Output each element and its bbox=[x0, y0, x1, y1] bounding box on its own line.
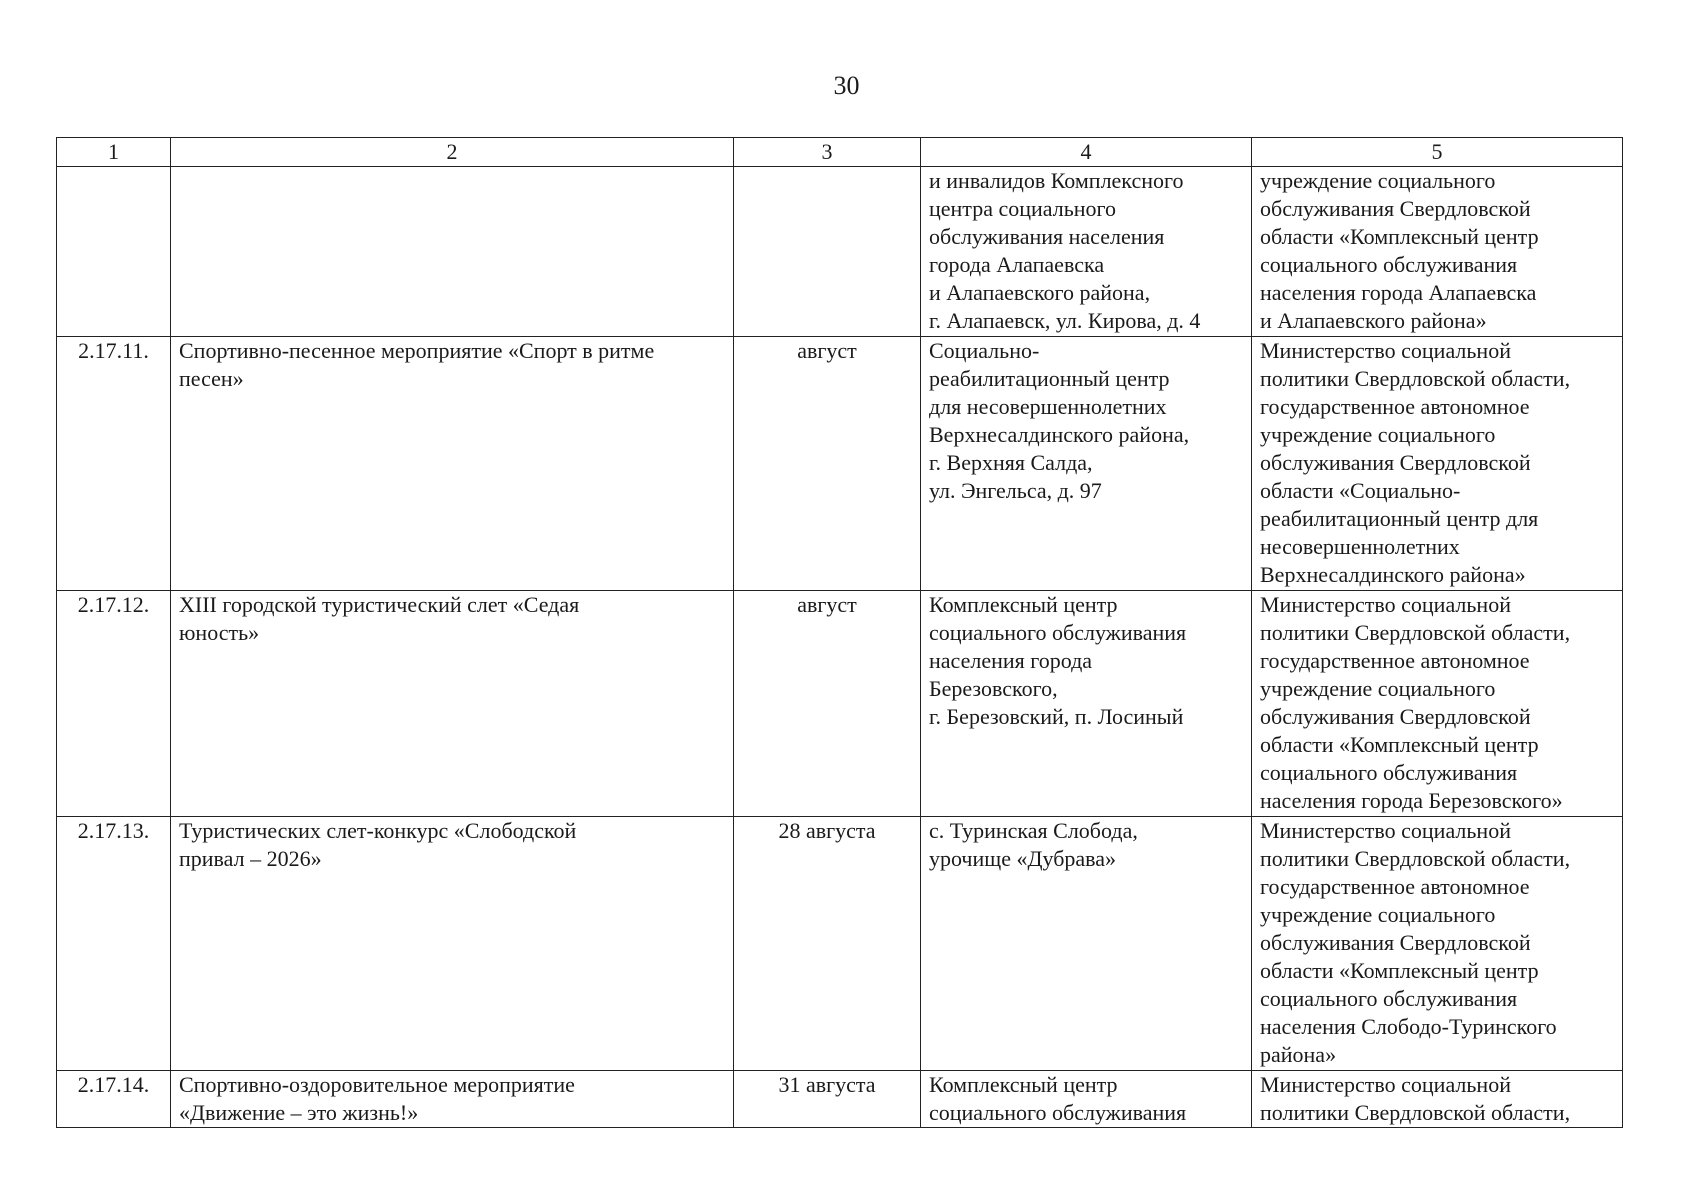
event-place: и инвалидов Комплексного центра социального обслуживания населения города Алапаевска и Алапаевского района, г. Алапаевск, ул. Кирова, д. 4 bbox=[921, 167, 1252, 337]
event-organizer: Министерство социальной политики Свердловской области, государственное автономное учреждение социального обслуживания Свердловской области «Социально- реабилитационный центр для несовершеннолетних Верхнесалдинского района» bbox=[1252, 337, 1623, 591]
event-organizer: Министерство социальной политики Свердловской области, bbox=[1252, 1071, 1623, 1128]
header-col-1: 1 bbox=[57, 138, 171, 167]
row-number: 2.17.12. bbox=[57, 591, 171, 817]
event-place: Социально- реабилитационный центр для несовершеннолетних Верхнесалдинского района, г. Верхняя Салда, ул. Энгельса, д. 97 bbox=[921, 337, 1252, 591]
table-header-row bbox=[57, 138, 1623, 167]
event-date: 31 августа bbox=[734, 1071, 921, 1128]
table-row bbox=[57, 817, 1623, 1071]
row-number: 2.17.14. bbox=[57, 1071, 171, 1128]
event-place: с. Туринская Слобода, урочище «Дубрава» bbox=[921, 817, 1252, 1071]
event-name bbox=[171, 167, 734, 337]
event-organizer: Министерство социальной политики Свердловской области, государственное автономное учреждение социального обслуживания Свердловской области «Комплексный центр социального обслуживания населения Слободо-Туринского района» bbox=[1252, 817, 1623, 1071]
header-col-5: 5 bbox=[1252, 138, 1623, 167]
event-date: 28 августа bbox=[734, 817, 921, 1071]
row-number: 2.17.11. bbox=[57, 337, 171, 591]
event-name: XIII городской туристический слет «Седая юность» bbox=[171, 591, 734, 817]
table-row bbox=[57, 591, 1623, 817]
event-organizer: учреждение социального обслуживания Свердловской области «Комплексный центр социального обслуживания населения города Алапаевска и Алапаевского района» bbox=[1252, 167, 1623, 337]
table-row bbox=[57, 1071, 1623, 1128]
page-number: 30 bbox=[833, 71, 860, 100]
event-date: август bbox=[734, 591, 921, 817]
event-place: Комплексный центр социального обслуживания bbox=[921, 1071, 1252, 1128]
table-row bbox=[57, 337, 1623, 591]
event-date: август bbox=[734, 337, 921, 591]
event-name: Спортивно-песенное мероприятие «Спорт в ритме песен» bbox=[171, 337, 734, 591]
row-number bbox=[57, 167, 171, 337]
header-col-4: 4 bbox=[921, 138, 1252, 167]
event-organizer: Министерство социальной политики Свердловской области, государственное автономное учреждение социального обслуживания Свердловской области «Комплексный центр социального обслуживания населения города Березовского» bbox=[1252, 591, 1623, 817]
event-name: Туристических слет-конкурс «Слободской привал – 2026» bbox=[171, 817, 734, 1071]
event-name: Спортивно-оздоровительное мероприятие «Движение – это жизнь!» bbox=[171, 1071, 734, 1128]
header-col-3: 3 bbox=[734, 138, 921, 167]
event-place: Комплексный центр социального обслуживания населения города Березовского, г. Березовский, п. Лосиный bbox=[921, 591, 1252, 817]
row-number: 2.17.13. bbox=[57, 817, 171, 1071]
events-table bbox=[56, 137, 1623, 1128]
event-date bbox=[734, 167, 921, 337]
table-row bbox=[57, 167, 1623, 337]
header-col-2: 2 bbox=[171, 138, 734, 167]
